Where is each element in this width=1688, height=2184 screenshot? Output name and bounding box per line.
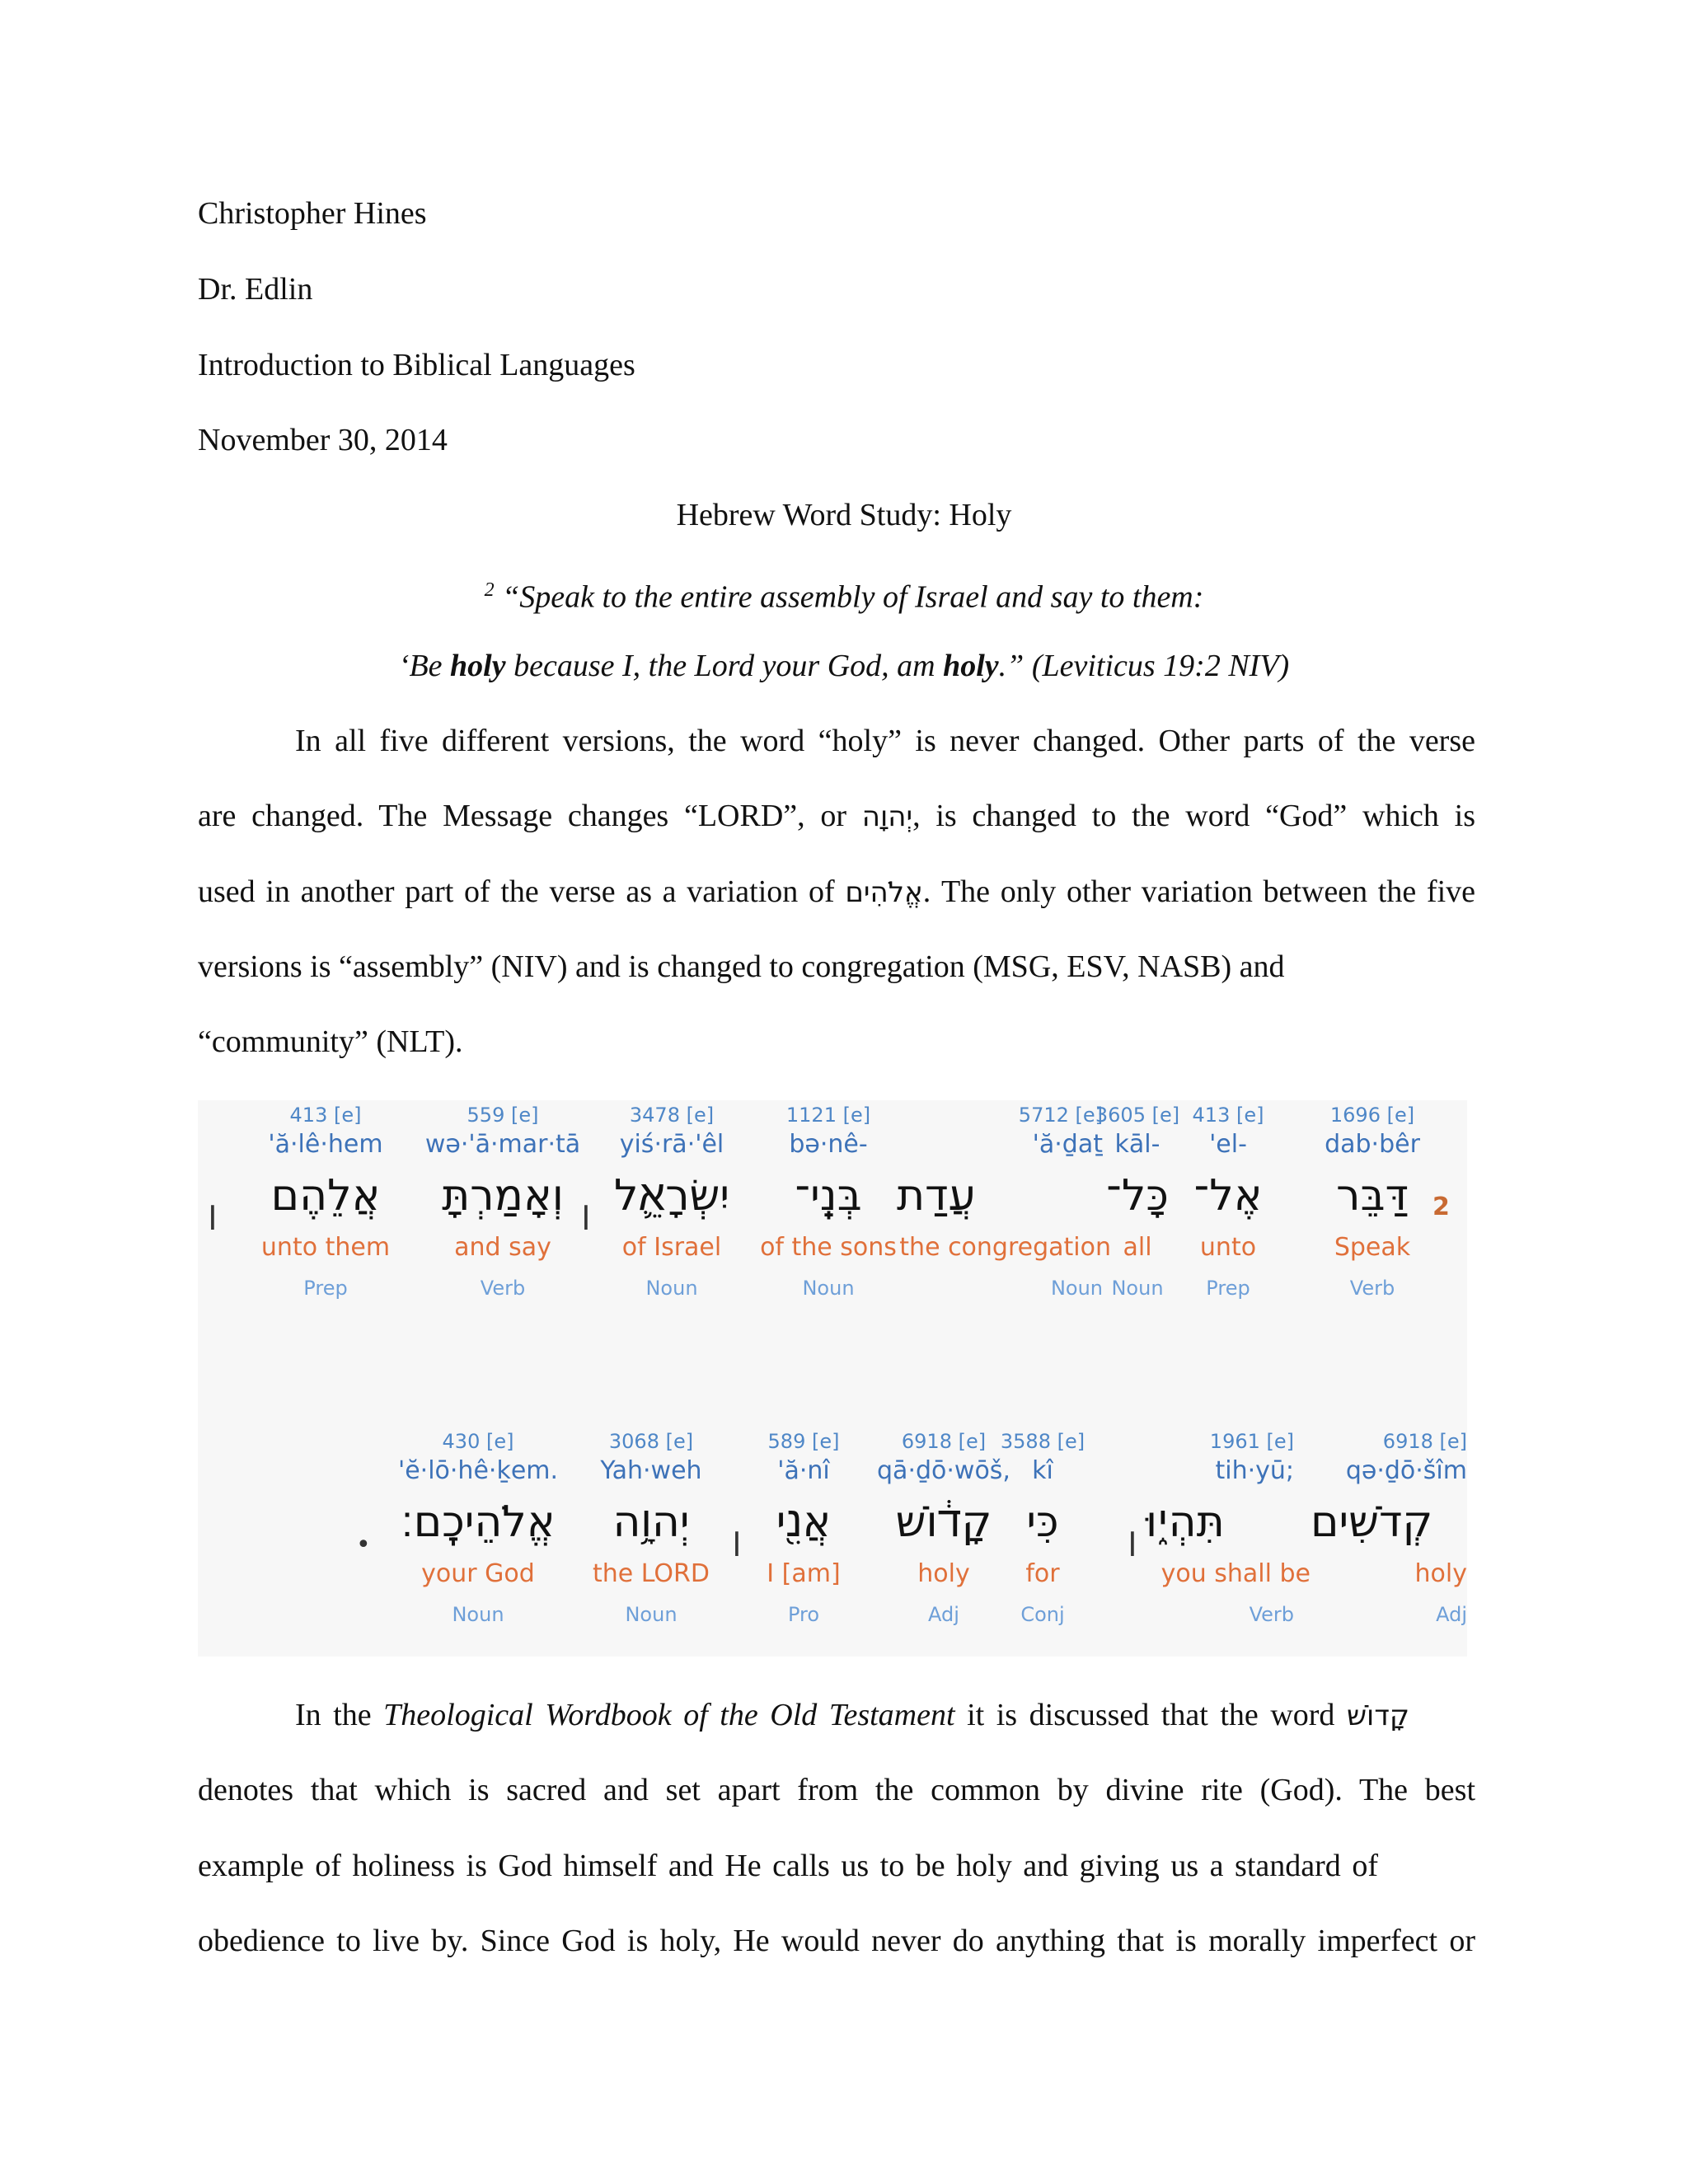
strong-number: 413 [e] [289, 1104, 362, 1127]
interlinear-word [577, 1428, 725, 1631]
hebrew-word: אֶל־ [1193, 1171, 1263, 1221]
paper-date: November 30, 2014 [198, 423, 448, 457]
maqaf-mark: ׀ [1128, 1523, 1137, 1561]
hebrew-word: דַּבֵּר [1336, 1171, 1409, 1221]
english-gloss: unto them [260, 1233, 391, 1262]
hebrew-word: וְאָמַרְתָּ [442, 1171, 564, 1221]
english-gloss: and say [454, 1233, 551, 1262]
para1-line-2-b: , is changed to the word “God” which is [912, 799, 1475, 833]
strong-number: 3605 [e] [1095, 1104, 1180, 1127]
transliteration: tih·yū; [1215, 1456, 1294, 1485]
english-gloss: I [am] [767, 1559, 841, 1588]
interlinear-word [379, 1428, 577, 1631]
interlinear-word [1179, 1102, 1278, 1305]
part-of-speech: Verb [1349, 1277, 1395, 1300]
strong-number: 6918 [e] [901, 1430, 987, 1453]
para1-line-2-a: are changed. The Message changes “LORD”, or [198, 799, 862, 833]
paper-title: Hebrew Word Study: Holy [676, 498, 1012, 532]
interlinear-row-2 [198, 1428, 1467, 1675]
transliteration: yiś·rā·'êl [619, 1130, 724, 1159]
hebrew-word: אֱלֹהֵיכֶֽם׃ [401, 1497, 556, 1547]
verse-superscript: 2 [484, 579, 495, 601]
interlinear-word [1146, 1428, 1311, 1631]
english-gloss: Speak [1334, 1233, 1411, 1262]
interlinear-word [1311, 1428, 1467, 1631]
hebrew-word: קְדֹשִׁים [1311, 1497, 1433, 1547]
part-of-speech: Verb [1249, 1603, 1294, 1626]
para2-line-1 [295, 1696, 1409, 1735]
strong-number: 3588 [e] [1000, 1430, 1085, 1453]
hebrew-word: כָּל־ [1106, 1171, 1169, 1221]
part-of-speech: Noun [1111, 1277, 1164, 1300]
part-of-speech: Conj [1020, 1603, 1065, 1626]
verse-line-2 [0, 647, 1688, 685]
hebrew-word: כִּי [1026, 1497, 1059, 1547]
english-gloss: holy [1414, 1559, 1467, 1588]
para1-line-3 [198, 873, 1475, 912]
strong-number: 559 [e] [467, 1104, 539, 1127]
transliteration: qā·ḏō·wōš, [877, 1456, 1010, 1485]
part-of-speech: Noun [802, 1277, 855, 1300]
para1-line-3-b: . The only other variation between the five [922, 874, 1475, 909]
course-name: Introduction to Biblical Languages [198, 348, 635, 382]
interlinear-word [243, 1102, 408, 1305]
part-of-speech: Prep [1206, 1277, 1250, 1300]
para2-line-3: example of holiness is God himself and He calls us to be holy and giving us a standard of [198, 1849, 1378, 1883]
para1-line-1: In all five different versions, the word “holy” is never changed. Other parts of the verse [295, 724, 1475, 758]
verse-line-2-c: because I, the Lord your God, am [505, 649, 944, 683]
english-gloss: unto [1199, 1233, 1257, 1262]
strong-number: 3068 [e] [608, 1430, 694, 1453]
end-dot-mark: • [356, 1530, 371, 1559]
part-of-speech: Adj [928, 1603, 959, 1626]
part-of-speech: Adj [1436, 1603, 1467, 1626]
transliteration: wə·'ā·mar·tā [424, 1130, 581, 1159]
hebrew-word: עֲדַת [897, 1171, 976, 1221]
verse-holy-2: holy [943, 649, 999, 683]
transliteration: kāl- [1114, 1130, 1160, 1159]
strong-number: 6918 [e] [1382, 1430, 1467, 1453]
english-gloss: of the sons [760, 1233, 897, 1262]
strong-number: 589 [e] [767, 1430, 840, 1453]
hebrew-elohim: אֱלֹהִים [845, 876, 923, 909]
sof-pasuq-mark: ׀ [208, 1197, 218, 1235]
transliteration: qə·ḏō·šîm [1345, 1456, 1467, 1485]
english-gloss: for [1025, 1559, 1060, 1588]
hebrew-word: קָד֔וֹשׁ [895, 1497, 992, 1547]
part-of-speech: Prep [303, 1277, 348, 1300]
part-of-speech: Noun [1050, 1277, 1103, 1300]
part-of-speech: Pro [787, 1603, 820, 1626]
english-gloss: the congregation [899, 1233, 1111, 1262]
english-gloss: holy [917, 1559, 970, 1588]
english-gloss: all [1123, 1233, 1152, 1262]
strong-number: 1961 [e] [1209, 1430, 1294, 1453]
interlinear-word [589, 1102, 754, 1305]
para2-line-1-b: it is discussed that the word [954, 1698, 1347, 1732]
part-of-speech: Noun [625, 1603, 678, 1626]
english-gloss: you shall be [1160, 1559, 1311, 1588]
transliteration: bə·nê- [789, 1130, 868, 1159]
hebrew-yhwh: יְהוָה [861, 800, 913, 833]
hebrew-word: יְהוָ֥ה [612, 1497, 690, 1547]
verse-line-2-a: ‘Be [398, 649, 451, 683]
hebrew-word: אֲנִ֖י [776, 1497, 832, 1547]
verse-line-1 [0, 571, 1688, 616]
english-gloss: of Israel [621, 1233, 722, 1262]
transliteration: dab·bêr [1325, 1130, 1420, 1159]
verse-reference: (Leviticus 19:2 NIV) [1031, 649, 1290, 683]
interlinear-row-1 [198, 1102, 1467, 1349]
maqaf-mark: ׀ [581, 1197, 591, 1235]
author-name: Christopher Hines [198, 196, 427, 231]
strong-number: 1696 [e] [1329, 1104, 1415, 1127]
interlinear-word [897, 1102, 1111, 1305]
para1-line-4: versions is “assembly” (NIV) and is changed to congregation (MSG, ESV, NASB) and [198, 949, 1285, 984]
strong-number: 413 [e] [1192, 1104, 1264, 1127]
strong-number: 5712 [e] [1018, 1104, 1103, 1127]
transliteration: 'ă·nî [777, 1456, 830, 1485]
hebrew-qadosh: קָדוֹשׁ [1346, 1699, 1410, 1732]
instructor-name: Dr. Edlin [198, 272, 313, 307]
hebrew-word: בְּנֵֽי־ [795, 1171, 862, 1221]
para1-line-3-a: used in another part of the verse as a variation of [198, 874, 846, 909]
interlinear-word [746, 1428, 861, 1631]
transliteration: 'el- [1209, 1130, 1247, 1159]
english-gloss: the LORD [593, 1559, 710, 1588]
part-of-speech: Noun [452, 1603, 504, 1626]
interlinear-word [420, 1102, 585, 1305]
para1-line-2 [198, 797, 1475, 836]
verse-holy-1: holy [450, 649, 506, 683]
strong-number: 3478 [e] [629, 1104, 715, 1127]
hebrew-word: תִּהְי֑וּ [1146, 1497, 1225, 1547]
maqaf-mark: ׀ [732, 1523, 742, 1561]
para2-line-2: denotes that which is sacred and set apart from the common by divine rite (God). The best [198, 1773, 1475, 1807]
transliteration: Yah·weh [600, 1456, 702, 1485]
book-title: Theological Wordbook of the Old Testament [383, 1698, 955, 1732]
transliteration: 'ă·lê·hem [268, 1130, 383, 1159]
strong-number: 430 [e] [442, 1430, 514, 1453]
transliteration: 'ĕ·lō·hê·ḵem. [397, 1456, 559, 1485]
part-of-speech: Verb [480, 1277, 526, 1300]
interlinear-word [874, 1428, 1014, 1631]
verse-line-2-e: .” [998, 649, 1032, 683]
para1-line-5: “community” (NLT). [198, 1024, 463, 1059]
para2-line-1-a: In the [295, 1698, 384, 1732]
interlinear-verse-number: 2 [1432, 1193, 1450, 1221]
english-gloss: your God [421, 1559, 535, 1588]
hebrew-word: אֲלֵהֶם [270, 1171, 381, 1221]
strong-number: 1121 [e] [785, 1104, 871, 1127]
para2-line-4: obedience to live by. Since God is holy, He would never do anything that is morally imperfect or [198, 1924, 1475, 1958]
transliteration: 'ă·ḏaṯ [1032, 1130, 1103, 1159]
hebrew-word: יִשְׂרָאֵ֛ל [613, 1171, 730, 1221]
verse-line-1-text: “Speak to the entire assembly of Israel and say to them: [502, 579, 1204, 615]
transliteration: kî [1032, 1456, 1053, 1485]
part-of-speech: Noun [645, 1277, 698, 1300]
interlinear-word [1290, 1102, 1455, 1305]
interlinear-figure [198, 1100, 1467, 1657]
interlinear-word [746, 1102, 911, 1305]
